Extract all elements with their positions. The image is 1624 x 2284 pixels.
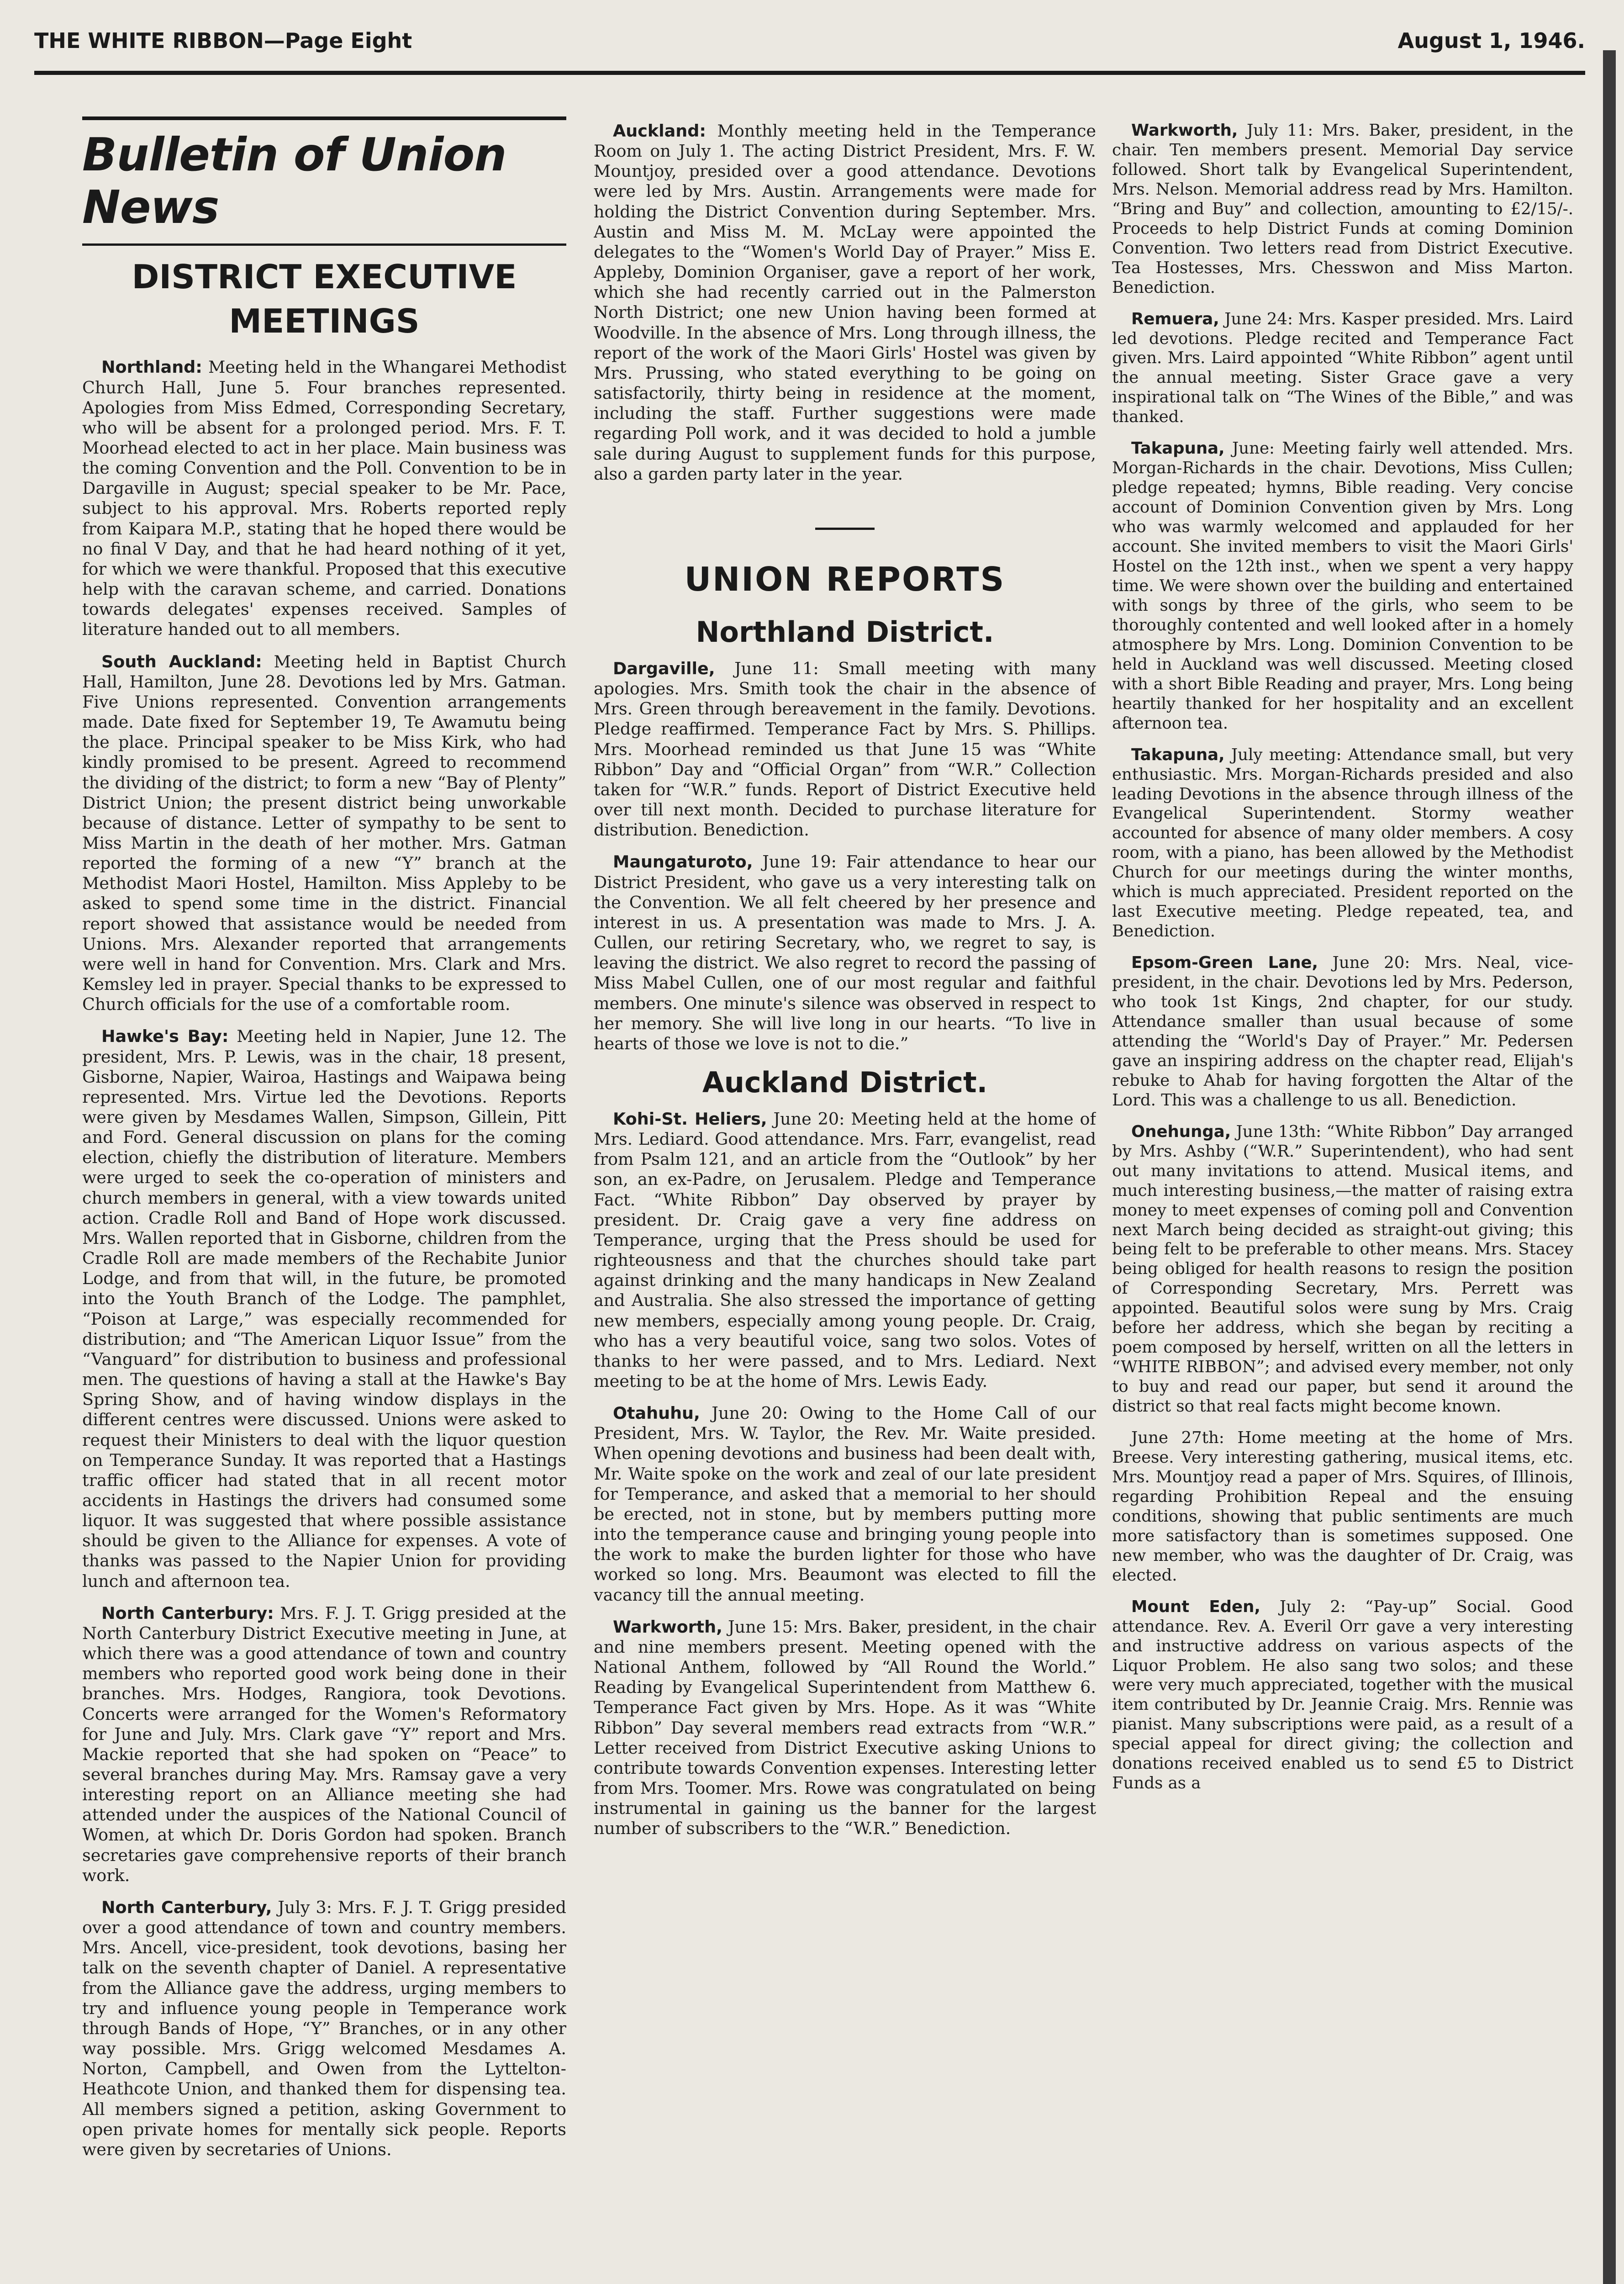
header-rule bbox=[34, 71, 1585, 75]
report-paragraph bbox=[1112, 439, 1573, 733]
union-place-name: North Canterbury, bbox=[101, 1897, 272, 1917]
report-paragraph bbox=[82, 652, 566, 1015]
masthead-top-rule bbox=[82, 116, 566, 120]
report-paragraph bbox=[1112, 1597, 1573, 1794]
column-2 bbox=[594, 121, 1096, 2284]
report-paragraph bbox=[1112, 745, 1573, 942]
report-text: Meeting held in Baptist Church Hall, Hamilton, June 28. Devotions led by Mrs. Gatman. Five Unions represented. Convention arrangements made. Date fixed for September 19, Te Awamutu being the place. Principal speaker to be Miss Kirk, who had kindly promised to be present. Agreed to recommend the dividing of the district; to form a new “Bay of Plenty” District Union; the present district being unworkable because of distance. Letter of sympathy to be sent to Miss Martin in the death of her mother. Mrs. Gatman reported the forming of a new “Y” branch at the Methodist Maori Hostel, Hamilton. Miss Appleby to be asked to spend some time in the district. Financial report showed that assistance would be needed from Unions. Mrs. Alexander reported that arrangements were well in hand for Convention. Mrs. Clark and Mrs. Kemsley led in prayer. Special thanks to be expressed to Church officials for the use of a comfortable room. bbox=[82, 651, 566, 1015]
section-title-union-reports: UNION REPORTS bbox=[684, 560, 1006, 598]
report-text: June: Meeting fairly well attended. Mrs. Morgan-Richards in the chair. Devotions, Miss Cullen; pledge repeated; hymns, Bible reading. Very concise account of Dominion Convention given by Mrs. Long who was warmly welcomed and applauded for her account. She invited members to visit the Maori Girls' Hostel on the 12th inst., when we spent a very happy time. We were shown over the building and entertained with songs by three of the girls, who seem to be thoroughly contented and well looked after in a homely atmosphere by Mrs. Long. Dominion Convention to be held in Auckland was well discussed. Meeting closed with a short Bible Reading and prayer, Mrs. Long being heartily thanked for her hospitality and an excellent afternoon tea. bbox=[1112, 439, 1573, 733]
union-place-name: Auckland: bbox=[613, 121, 706, 141]
auckland-entries-continued bbox=[1112, 121, 1573, 1793]
union-place-name: Takapuna, bbox=[1131, 439, 1225, 458]
union-place-name: Takapuna, bbox=[1131, 745, 1225, 764]
report-text: June 20: Meeting held at the home of Mrs. Lediard. Good attendance. Mrs. Farr, evangelist, read from Psalm 121, and an article from the “Outlook” by her son, an ex-Padre, on Jerusalem. Pledge and Temperance Fact. “White Ribbon” Day observed by prayer by president. Dr. Craig gave a very fine address on Temperance, urging that the Press should be used for righteousness and that the churches should take part against drinking and the many handicaps in New Zealand and Australia. She also stressed the importance of getting new members, especially among young people. Dr. Craig, who has a very beautiful voice, sang two solos. Votes of thanks to her were passed, and to Mrs. Lediard. Next meeting to be at the home of Mrs. Lewis Eady. bbox=[594, 1109, 1096, 1391]
report-text: July 11: Mrs. Baker, president, in the chair. Ten members present. Memorial Day service followed. Short talk by Evangelical Superintendent, Mrs. Nelson. Memorial address read by Mrs. Hamilton. “Bring and Buy” and collection, amounting to £2/15/-. Proceeds to help District Funds at coming Dominion Convention. Two letters read from District Executive. Tea Hostesses, Mrs. Chesswon and Miss Marton. Benediction. bbox=[1112, 121, 1573, 297]
report-text: June 19: Fair attendance to hear our District President, who gave us a very interesting talk on the Convention. We all felt cheered by her presence and interest in us. A presentation was made to Mrs. J. A. Cullen, our retiring Secretary, who, we regret to say, is leaving the district. We also regret to record the passing of Miss Mabel Cullen, one of our most regular and faithful members. One minute's silence was observed in respect to her memory. She will live long in our hearts. “To live in hearts of those we love is not to die.” bbox=[594, 852, 1096, 1053]
union-place-name: Epsom-Green Lane, bbox=[1131, 953, 1318, 973]
column-3 bbox=[1112, 121, 1573, 2284]
report-paragraph bbox=[1112, 1428, 1573, 1586]
union-place-name: Dargaville, bbox=[613, 659, 715, 678]
union-place-name: Kohi-St. Heliers, bbox=[613, 1109, 767, 1129]
running-head: THE WHITE RIBBON—Page Eight bbox=[34, 28, 412, 53]
union-place-name: Maungaturoto, bbox=[613, 852, 753, 872]
auckland-district-heading: Auckland District. bbox=[702, 1065, 988, 1099]
report-paragraph bbox=[594, 852, 1096, 1054]
section-title-district-executive: DISTRICT EXECUTIVE MEETINGS bbox=[132, 258, 517, 341]
union-place-name: South Auckland: bbox=[101, 651, 262, 671]
report-text: June 11: Small meeting with many apologies. Mrs. Smith took the chair in the absence of Mrs. Green through bereavement in the family. Devotions. Pledge reaffirmed. Temperance Fact by Mrs. S. Phillips. Mrs. Moorhead reminded us that June 15 was “White Ribbon” Day and “Official Organ” from “W.R.” Collection taken for “W.R.” funds. Report of District Executive held over till next month. Decided to purchase literature for distribution. Benediction. bbox=[594, 659, 1096, 840]
union-place-name: Onehunga, bbox=[1131, 1122, 1231, 1141]
union-place-name: Northland: bbox=[101, 357, 202, 377]
northland-district-heading: Northland District. bbox=[696, 615, 994, 649]
report-text: July 3: Mrs. F. J. T. Grigg presided over a good attendance of town and country members. Mrs. Ancell, vice-president, took devotions, basing her talk on the seventh chapter of Daniel. A representative from the Alliance gave the address, urging members to try and influence young people in Temperance work through Bands of Hope, “Y” Branches, or in any other way possible. Mrs. Grigg welcomed Mesdames A. Norton, Campbell, and Owen from the Lyttelton-Heathcote Union, and thanked them for dispensing tea. All members signed a petition, asking Government to open private homes for mentally sick people. Reports were given by secretaries of Unions. bbox=[82, 1897, 566, 2159]
issue-date: August 1, 1946. bbox=[1397, 28, 1585, 53]
report-paragraph bbox=[1112, 953, 1573, 1110]
report-text: July meeting: Attendance small, but very enthusiastic. Mrs. Morgan-Richards presided and also leading Devotions in the absence through illness of the Evangelical Superintendent. Stormy weather accounted for absence of many older members. A cosy room, with a piano, has been allowed by the Methodist Church for our meetings during the winter months, which is much appreciated. President reported on the last Executive meeting. Pledge repeated, tea, and Benediction. bbox=[1112, 745, 1573, 941]
report-text: June 27th: Home meeting at the home of Mrs. Breese. Very interesting gathering, musical items, etc. Mrs. Mountjoy read a paper of Mrs. Squires, of Illinois, regarding Prohibition Repeal and the ensuing conditions, showing that public sentiments are much more satisfactory than is sometimes supposed. One new member, who was the daughter of Dr. Craig, was elected. bbox=[1112, 1428, 1573, 1585]
report-paragraph bbox=[594, 1617, 1096, 1839]
union-place-name: Remuera, bbox=[1131, 309, 1219, 328]
union-place-name: North Canterbury: bbox=[101, 1603, 274, 1623]
district-executive-entries-continued bbox=[594, 121, 1096, 484]
report-text: June 20: Owing to the Home Call of our President, Mrs. W. Taylor, the Rev. Mr. Waite presided. When opening devotions and business had been dealt with, Mr. Waite spoke on the work and zeal of our late president for Temperance, and asked that a memorial to her should be erected, not in stone, but by members putting more into the temperance cause and bringing young people into the work to make the burden lighter for those who have worked so long. Mrs. Beaumont was elected to fill the vacancy till the annual meeting. bbox=[594, 1403, 1096, 1605]
report-paragraph bbox=[594, 1403, 1096, 1605]
report-paragraph bbox=[1112, 310, 1573, 428]
report-paragraph bbox=[594, 1109, 1096, 1391]
masthead-title: Bulletin of Union News bbox=[82, 128, 506, 234]
page-edge-shadow bbox=[1603, 50, 1616, 2284]
report-text: June 24: Mrs. Kasper presided. Mrs. Laird led devotions. Pledge recited and Temperance Fact given. Mrs. Laird appointed “White Ribbon” agent until the annual meeting. Sister Grace gave a very inspirational talk on “The Wines of the Bible,” and was thanked. bbox=[1112, 309, 1573, 427]
auckland-entries bbox=[594, 1109, 1096, 1839]
report-paragraph bbox=[82, 1026, 566, 1591]
northland-entries bbox=[594, 659, 1096, 1054]
report-text: July 2: “Pay-up” Social. Good attendance. Rev. A. Everil Orr gave a very interesting and instructive address on various aspects of the Liquor Problem. He also sang two solos; and these were very much appreciated, together with the musical item contributed by Dr. Jeannie Craig. Mrs. Rennie was pianist. Many subscriptions were paid, as a result of a special appeal for direct giving; the collection and donations received enabled us to send £5 to District Funds as a bbox=[1112, 1597, 1573, 1793]
report-text: June 15: Mrs. Baker, president, in the chair and nine members present. Meeting opened with the National Anthem, followed by “All Round the World.” Reading by Evangelical Superintendent from Matthew 6. Temperance Fact given by Mrs. Hope. As it was “White Ribbon” Day several members read extracts from “W.R.” Letter received from District Executive asking Unions to contribute towards Convention expenses. Interesting letter from Mrs. Toomer. Mrs. Rowe was congratulated on being instrumental in gaining us the banner for the largest number of subscribers to the “W.R.” Benediction. bbox=[594, 1617, 1096, 1839]
union-place-name: Warkworth, bbox=[613, 1617, 722, 1637]
report-text: June 20: Mrs. Neal, vice-president, in the chair. Devotions led by Mrs. Pederson, who took 1st Kings, 2nd chapter, for our study. Attendance smaller than usual because of some attending the “World's Day of Prayer.” Mr. Pedersen gave an inspiring address on the chapter read, Elijah's rebuke to Ahab for having forgotten the Altar of the Lord. This was a challenge to us all. Benediction. bbox=[1112, 953, 1573, 1110]
column-1 bbox=[82, 116, 566, 2284]
union-place-name: Hawke's Bay: bbox=[101, 1026, 229, 1047]
report-paragraph bbox=[82, 1603, 566, 1886]
report-paragraph bbox=[1112, 121, 1573, 298]
district-executive-entries bbox=[82, 357, 566, 2160]
page-header bbox=[34, 24, 1585, 74]
section-divider bbox=[815, 528, 875, 530]
report-text: Meeting held in the Whangarei Methodist Church Hall, June 5. Four branches represented. Apologies from Miss Edmed, Corresponding Secretary, who will be absent for a prolonged period. Mrs. F. T. Moorhead elected to act in her place. Main business was the coming Convention and the Poll. Convention to be in Dargaville in August; special speaker to be Mr. Pace, subject to his approval. Mrs. Roberts reported reply from Kaipara M.P., stating that he hoped there would be no final V Day, and that he had heard nothing of it yet, for which we were thankful. Proposed that this executive help with the caravan scheme, and carried. Donations towards delegates' expenses received. Samples of literature handed out to all members. bbox=[82, 357, 566, 640]
report-text: Mrs. F. J. T. Grigg presided at the North Canterbury District Executive meeting in June, at which there was a good attendance of town and country members who reported good work being done in their branches. Mrs. Hodges, Rangiora, took Devotions. Concerts were arranged for the Women's Reformatory for June and July. Mrs. Clark gave “Y” report and Mrs. Mackie reported that she had spoken on “Peace” to several branches during May. Mrs. Ramsay gave a very interesting report on an Alliance meeting she had attended under the auspices of the National Council of Women, at which Dr. Doris Gordon had spoken. Branch secretaries gave comprehensive reports of their branch work. bbox=[82, 1603, 566, 1885]
report-paragraph bbox=[594, 121, 1096, 484]
report-paragraph bbox=[594, 659, 1096, 840]
union-place-name: Otahuhu, bbox=[613, 1403, 700, 1423]
report-paragraph bbox=[82, 357, 566, 640]
report-paragraph bbox=[82, 1898, 566, 2160]
report-text: Meeting held in Napier, June 12. The president, Mrs. P. Lewis, was in the chair, 18 present, Gisborne, Napier, Wairoa, Hastings and Waipawa being represented. Mrs. Virtue led the Devotions. Reports were given by Mesdames Wallen, Simpson, Gillein, Pitt and Ford. General discussion on plans for the coming election, chiefly the distribution of literature. Members were urged to seek the co-operation of ministers and church members in general, with a view towards united action. Cradle Roll and Band of Hope work discussed. Mrs. Wallen reported that in Gisborne, children from the Cradle Roll are made members of the Rechabite Junior Lodge, and from that will, in the future, be promoted into the Youth Branch of the Lodge. The pamphlet, “Poison at Large,” was especially recommended for distribution; and “The American Liquor Issue” from the “Vanguard” for distribution to business and professional men. The questions of having a stall at the Hawke's Bay Spring Show, and of having window displays in the different centres were discussed. Unions were asked to request their Ministers to deal with the liquor question on Temperance Sunday. It was reported that a Hastings traffic officer had stated that in all recent motor accidents in Hastings the drivers had consumed some liquor. It was suggested that where possible assistance should be given to the Alliance for expenses. A vote of thanks was passed to the Napier Union for providing lunch and afternoon tea. bbox=[82, 1026, 566, 1591]
report-text: June 13th: “White Ribbon” Day arranged by Mrs. Ashby (“W.R.” Superintendent), who had sent out many invitations to attend. Musical items, and much interesting business,—the matter of raising extra money to meet expenses of coming poll and Convention next March being decided as straight-out giving; this being felt to be preferable to other means. Mrs. Stacey being obliged for health reasons to resign the position of Corresponding Secretary, Mrs. Perrett was appointed. Beautiful solos were sung by Mrs. Craig before her address, which she began by reciting a poem composed by herself, written on all the letters in “WHITE RIBBON”; and advised every member, not only to buy and read our paper, but send it around the district so that real facts might become known. bbox=[1112, 1122, 1573, 1416]
union-place-name: Warkworth, bbox=[1131, 121, 1238, 140]
report-paragraph bbox=[1112, 1122, 1573, 1417]
report-text: Monthly meeting held in the Temperance Room on July 1. The acting District President, Mrs. F. W. Mountjoy, presided over a good attendance. Devotions were led by Mrs. Austin. Arrangements were made for holding the District Convention during September. Mrs. Austin and Miss M. M. McLay were appointed the delegates to the “Women's World Day of Prayer.” Miss E. Appleby, Dominion Organiser, gave a report of her work, which she had recently carried out in the Palmerston North District; one new Union having been formed at Woodville. In the absence of Mrs. Long through illness, the report of the work of the Maori Girls' Hostel was given by Mrs. Prussing, who stated everything to be going on satisfactorily, thirty being in residence at the moment, including the staff. Further suggestions were made regarding Poll work, and it was decided to hold a jumble sale during August to supplement funds for this purpose, also a garden party later in the year. bbox=[594, 121, 1096, 484]
union-place-name: Mount Eden, bbox=[1131, 1597, 1260, 1616]
masthead-bottom-rule bbox=[82, 243, 566, 246]
